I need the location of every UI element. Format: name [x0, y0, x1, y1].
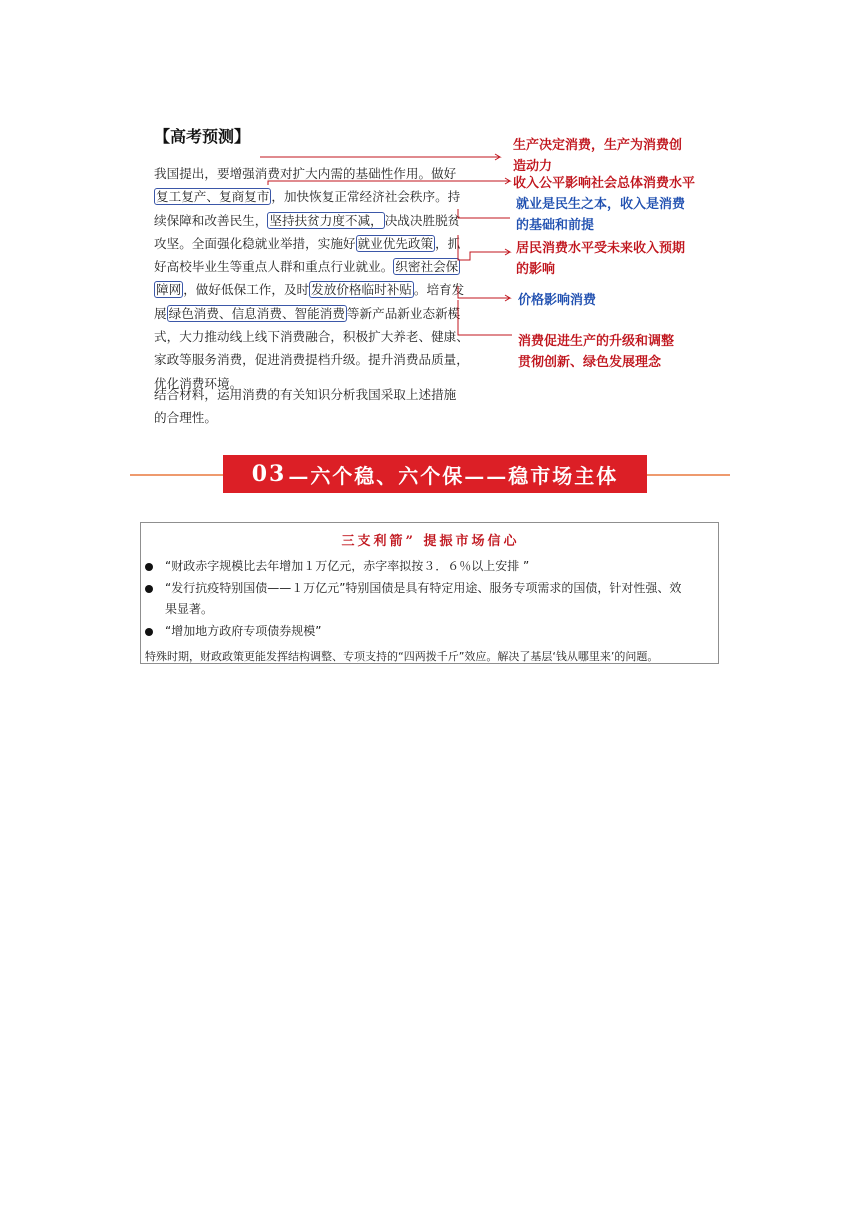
annotation-text: 居民消费水平受未来收入预期 [516, 241, 686, 256]
highlight-box: 障网 [156, 282, 182, 298]
para-line: 结合材料，运用消费的有关知识分析我国采取上述措施 [154, 387, 457, 402]
banner-number: 03 [251, 461, 287, 487]
annotation-2: 收入公平影响社会总体消费水平 [513, 176, 696, 191]
annotation-text: 造动力 [513, 159, 553, 174]
highlight-box: 坚持扶贫力度不减， [269, 212, 383, 228]
para-text: ，加快恢复正常经济社会秩序。持 [271, 189, 461, 205]
para-line [154, 302, 464, 325]
bullet-icon [145, 628, 153, 636]
para-line: 的合理性。 [154, 410, 217, 426]
section-heading: 【高考预测】 [154, 127, 251, 146]
para-text: 好高校毕业生等重点人群和重点行业就业。 [154, 259, 394, 275]
list-item-continuation: 果显著。 [165, 602, 214, 616]
para-line: 我国提出，要增强消费对扩大内需的基础性作用。做好 [154, 166, 457, 181]
connector-4 [458, 235, 510, 260]
annotation-4 [516, 238, 685, 280]
box-title: 三支利箭” 提振市场信心 [341, 534, 520, 549]
annotation-text: 就业是民生之本，收入是消费 [516, 197, 686, 212]
para-line [154, 232, 464, 255]
para-text: 决战决胜脱贫 [384, 212, 461, 228]
para-line: 优化消费环境。 [154, 375, 243, 391]
list-item-text: “财政赤字规模比去年增加１万亿元，赤字率拟按３．６％以上安排 ” [165, 559, 530, 573]
annotation-5: 价格影响消费 [518, 293, 597, 308]
banner-title: —六个稳、六个保——稳市场主体 [288, 463, 619, 488]
annotation-text: 贯彻创新、绿色发展理念 [518, 355, 662, 370]
para-text: ，抓 [435, 235, 461, 251]
para-text: ，做好低保工作，及时 [183, 282, 310, 298]
annotation-text: 的基础和前提 [516, 218, 595, 233]
para-line [154, 209, 464, 232]
para-line: 家政等服务消费，促进消费提档升级。提升消费品质量， [154, 352, 469, 368]
box-footnote: 特殊时期，财政政策更能发挥结构调整、专项支持的“四两拨千斤”效应。解决了基层‘钱从哪里来’的问题。 [145, 650, 659, 663]
para-text: 续保障和改善民生， [154, 212, 268, 228]
para-line [154, 255, 464, 278]
list-item [145, 578, 717, 600]
para-text: 展 [154, 305, 167, 321]
list-item [145, 556, 717, 578]
para-line [154, 185, 464, 208]
para-text: 等新产品新业态新模 [346, 305, 461, 321]
highlight-box: 绿色消费、信息消费、智能消费 [168, 305, 345, 321]
bullet-icon [145, 585, 153, 593]
section-banner [223, 455, 647, 493]
connector-1 [260, 154, 500, 160]
bullet-list [145, 556, 717, 642]
para-line [154, 278, 464, 301]
connector-5 [458, 286, 510, 301]
annotation-text: 的影响 [516, 262, 556, 277]
info-box [140, 522, 719, 664]
para-text: 。培育发 [413, 282, 465, 298]
list-item-text: “发行抗疫特别国债——１万亿元”特别国债是具有特定用途、服务专项需求的国债，针对性强、效 [165, 580, 682, 595]
para-text: 攻坚。全面强化稳就业举措，实施好 [154, 235, 356, 251]
connector-3 [458, 209, 510, 218]
highlight-box: 发放价格临时补贴 [311, 282, 412, 298]
question-paragraph [154, 383, 464, 430]
list-item-text: “增加地方政府专项债券规模” [165, 623, 322, 638]
highlight-box: 织密社会保 [395, 259, 459, 275]
highlight-box: 就业优先政策 [357, 235, 434, 251]
annotation-6 [518, 331, 674, 373]
annotation-text: 消费促进生产的升级和调整 [518, 334, 675, 349]
highlight-box: 复工复产、复商复市 [156, 189, 270, 205]
para-line: 式，大力推动线上线下消费融合，积极扩大养老、健康、 [154, 329, 469, 345]
list-item [145, 621, 717, 643]
material-paragraph [154, 162, 469, 395]
annotation-3 [516, 194, 685, 236]
bullet-icon [145, 563, 153, 571]
annotation-1 [513, 135, 682, 177]
annotation-text: 生产决定消费，生产为消费创 [513, 138, 683, 153]
